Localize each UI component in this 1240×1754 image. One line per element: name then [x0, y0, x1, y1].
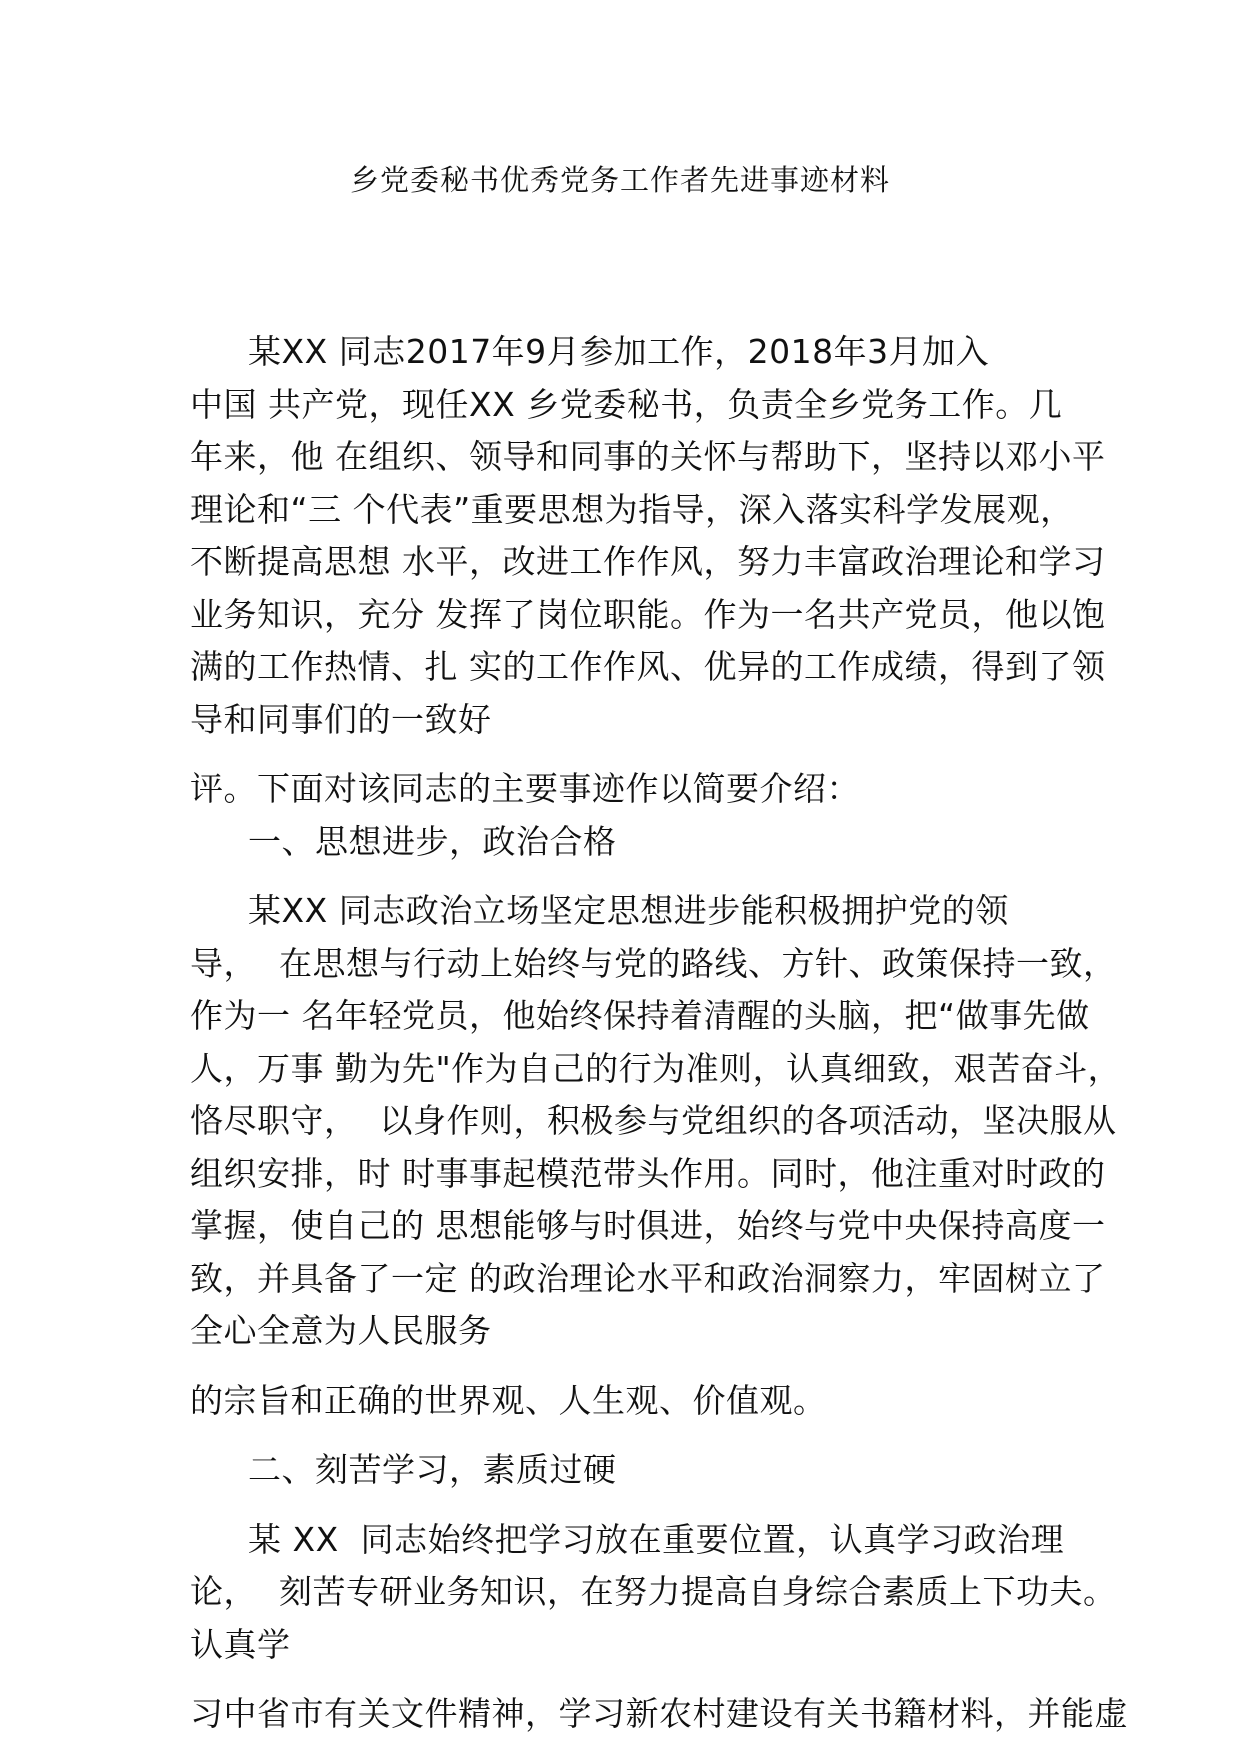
paragraph-line: 某XX 同志2017年9月参加工作，2018年3月加入: [248, 332, 990, 371]
paragraph-line: 作为一 名年轻党员，他始终保持着清醒的头脑，把“做事先做: [190, 996, 1090, 1035]
section-heading: 一、思想进步，政治合格: [248, 821, 617, 861]
paragraph-line: 满的工作热情、扎 实的工作作风、优异的工作成绩，得到了领: [190, 647, 1106, 686]
paragraph-line: 不断提高思想 水平，改进工作作风，努力丰富政治理论和学习: [190, 542, 1106, 581]
paragraph-line: 致，并具备了一定 的政治理论水平和政治洞察力，牢固树立了: [190, 1258, 1106, 1298]
document-body: [190, 326, 1128, 1741]
paragraph-line: 习中省市有关文件精神，学习新农村建设有关书籍材料，并能虚: [190, 1694, 1128, 1733]
paragraph-line: 认真学: [190, 1624, 291, 1664]
paragraph-line: 中国 共产党，现任XX 乡党委秘书，负责全乡党务工作。几: [190, 384, 1063, 424]
paragraph-line: 全心全意为人民服务: [190, 1311, 492, 1350]
paragraph-line: 评。下面对该同志的主要事迹作以简要介绍：: [190, 769, 860, 808]
section-heading: 二、刻苦学习，素质过硬: [248, 1450, 617, 1489]
paragraph-line: 掌握，使自己的 思想能够与时俱进，始终与党中央保持高度一: [190, 1206, 1106, 1245]
paragraph-line: 的宗旨和正确的世界观、人生观、价值观。: [190, 1380, 827, 1420]
paragraph-line: 年来，他 在组织、领导和同事的关怀与帮助下，坚持以邓小平: [190, 437, 1106, 476]
paragraph-line: 论， 刻苦专研业务知识，在努力提高自身综合素质上下功夫。: [190, 1572, 1117, 1611]
paragraph-line: 导和同事们的一致好: [190, 699, 492, 739]
paragraph-line: 组织安排，时 时事事起模范带头作用。同时，他注重对时政的: [190, 1153, 1106, 1193]
paragraph-line: 人，万事 勤为先"作为自己的行为准则，认真细致，艰苦奋斗，: [190, 1048, 1122, 1088]
paragraph-line: 导， 在思想与行动上始终与党的路线、方针、政策保持一致，: [190, 943, 1117, 983]
paragraph-line: 某 XX 同志始终把学习放在重要位置，认真学习政治理: [248, 1519, 1065, 1559]
paragraph-line: 某XX 同志政治立场坚定思想进步能积极拥护党的领: [248, 891, 1009, 930]
paragraph-line: 理论和“三 个代表”重要思想为指导，深入落实科学发展观，: [190, 489, 1074, 529]
paragraph-line: 恪尽职守， 以身作则，积极参与党组织的各项活动，坚决服从: [190, 1101, 1117, 1140]
document-title: 乡党委秘书优秀党务工作者先进事迹材料: [349, 163, 890, 197]
paragraph-line: 业务知识，充分 发挥了岗位职能。作为一名共产党员，他以饱: [190, 594, 1106, 634]
